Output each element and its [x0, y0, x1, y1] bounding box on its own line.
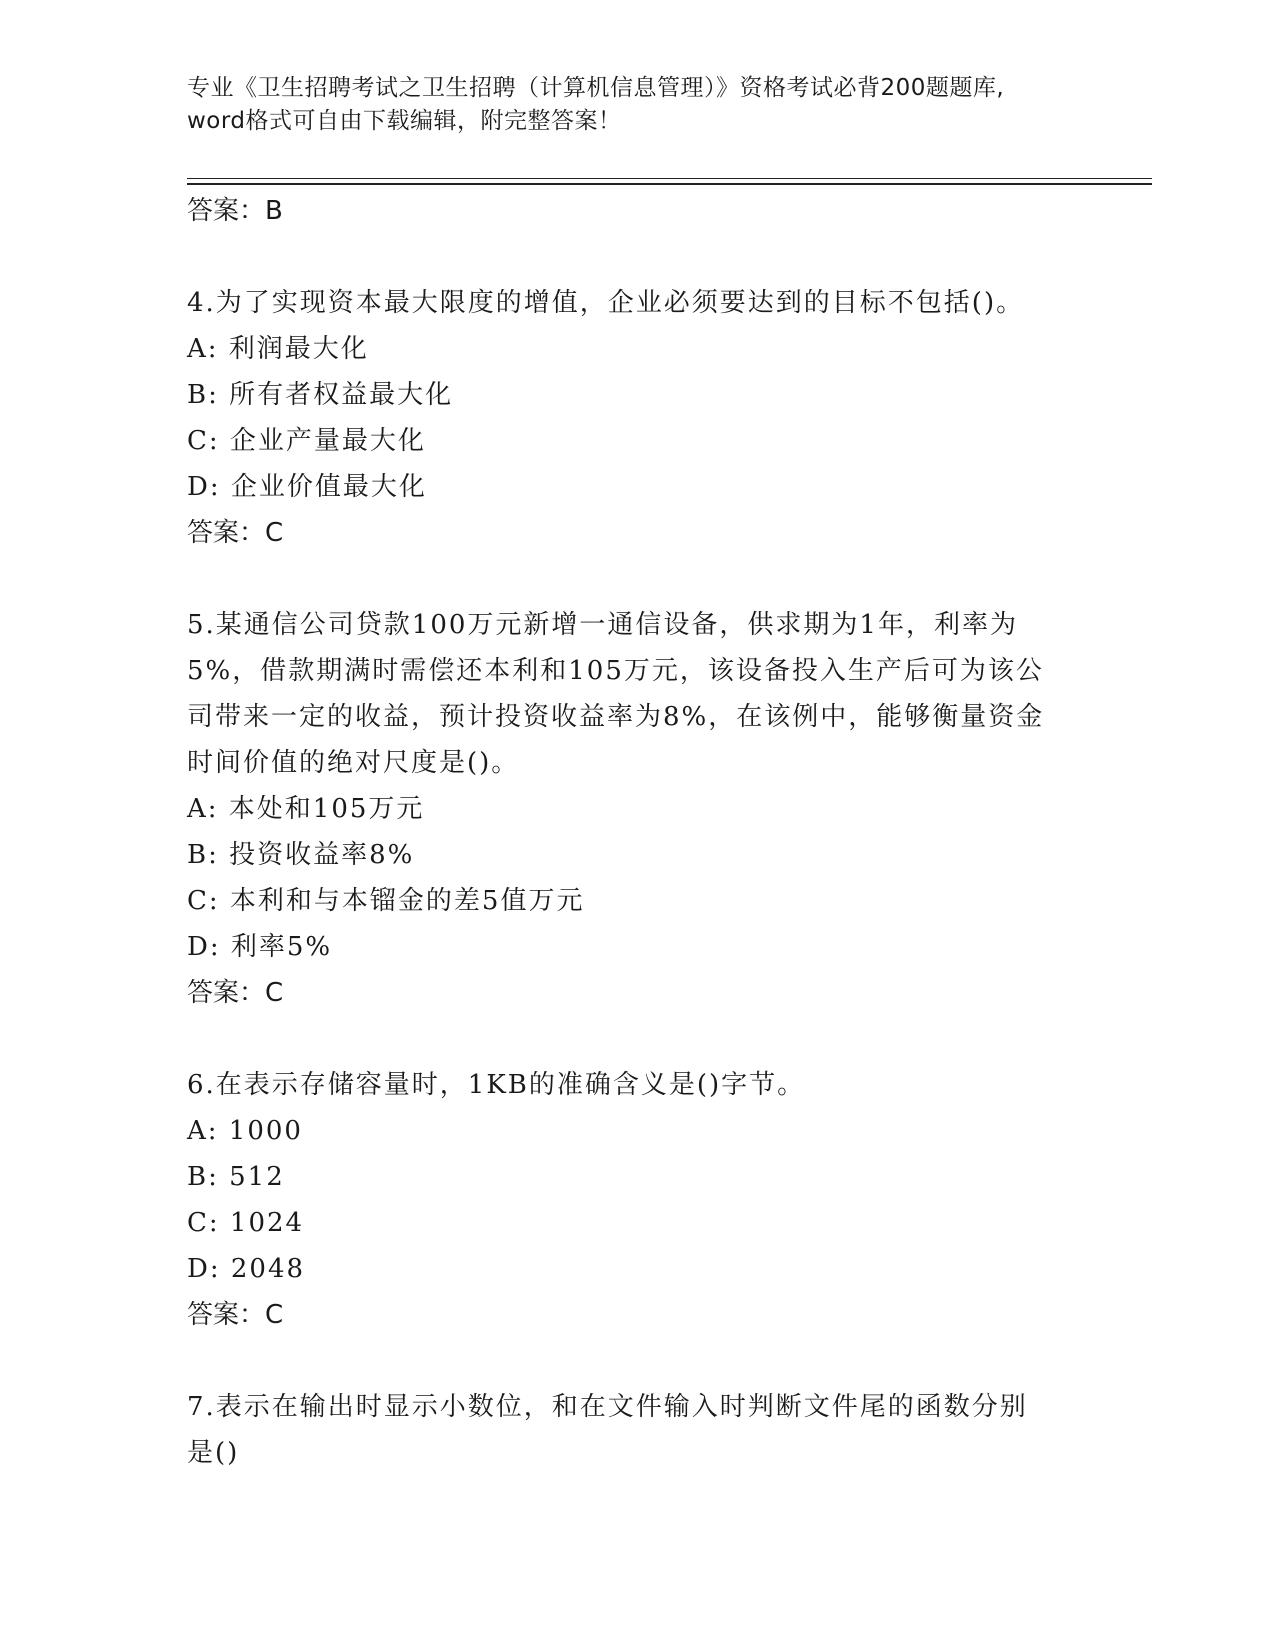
header-divider-thick	[187, 183, 1152, 185]
option-c: C: 本利和与本镏金的差5值万元	[187, 886, 585, 916]
option-b: B: 投资收益率8%	[187, 840, 415, 870]
question-text: 司带来一定的收益，预计投资收益率为8%，在该例中，能够衡量资金	[187, 702, 1045, 732]
spacer	[187, 556, 1087, 602]
answer-label: 答案：C	[187, 978, 284, 1008]
answer-label: 答案：B	[187, 196, 283, 226]
question-text: 时间价值的绝对尺度是()。	[187, 748, 520, 778]
document-header	[187, 72, 1087, 138]
header-title-line-2: word格式可自由下载编辑，附完整答案！	[187, 108, 622, 134]
question-text: 是()	[187, 1438, 240, 1468]
option-d: D: 企业价值最大化	[187, 472, 427, 502]
option-c: C: 企业产量最大化	[187, 426, 426, 456]
question-text: 5.某通信公司贷款100万元新增一通信设备，供求期为1年，利率为	[187, 610, 1018, 640]
option-b: B: 512	[187, 1162, 285, 1192]
question-text: 4.为了实现资本最大限度的增值，企业必须要达到的目标不包括()。	[187, 288, 1025, 318]
answer-label: 答案：C	[187, 518, 284, 548]
option-c: C: 1024	[187, 1208, 305, 1238]
option-b: B: 所有者权益最大化	[187, 380, 454, 410]
header-title-line-1: 专业《卫生招聘考试之卫生招聘（计算机信息管理）》资格考试必背200题题库,	[187, 75, 1005, 101]
option-a: A: 1000	[187, 1116, 303, 1146]
question-text: 5%，借款期满时需偿还本利和105万元，该设备投入生产后可为该公	[187, 656, 1044, 686]
option-a: A: 利润最大化	[187, 334, 369, 364]
option-d: D: 利率5%	[187, 932, 333, 962]
question-text: 6.在表示存储容量时，1KB的准确含义是()字节。	[187, 1070, 806, 1100]
question-text: 7.表示在输出时显示小数位，和在文件输入时判断文件尾的函数分别	[187, 1392, 1028, 1422]
header-divider-thin	[187, 178, 1152, 179]
spacer	[187, 234, 1087, 280]
answer-label: 答案：C	[187, 1300, 284, 1330]
spacer	[187, 1016, 1087, 1062]
spacer	[187, 1338, 1087, 1384]
option-a: A: 本处和105万元	[187, 794, 425, 824]
question-list	[187, 188, 1087, 1476]
option-d: D: 2048	[187, 1254, 306, 1284]
